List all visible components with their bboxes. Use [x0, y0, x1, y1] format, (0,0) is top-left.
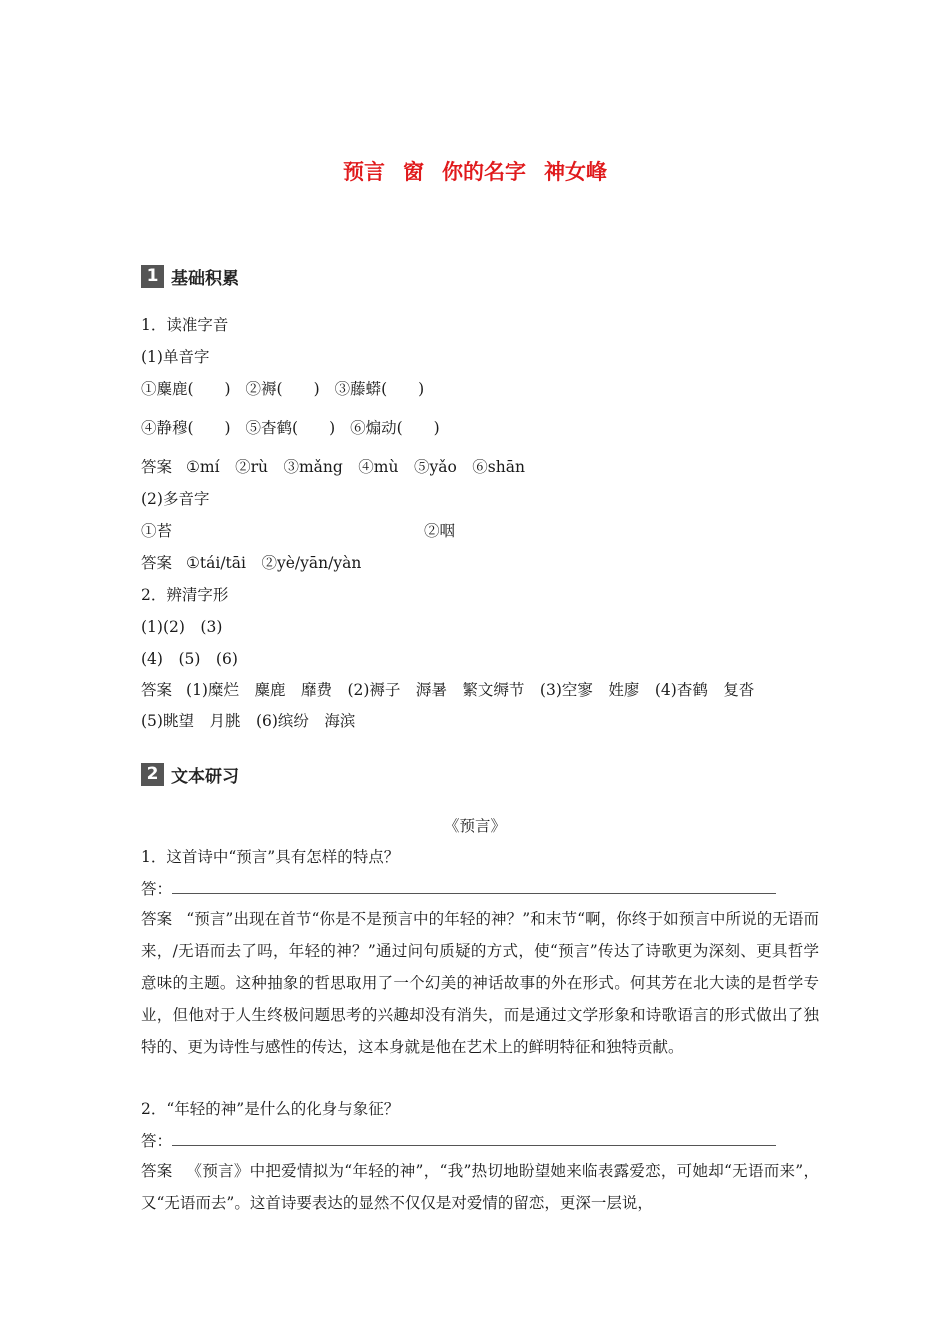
answer-line — [141, 679, 754, 701]
section-label: 基础积累 — [171, 268, 239, 289]
question-title: 1．这首诗中“预言”具有怎样的特点？ — [141, 848, 400, 866]
section-label: 文本研习 — [171, 766, 239, 787]
answer-key: 答案 — [141, 910, 173, 928]
pinyin-item: ③藤蟒( ) — [334, 380, 425, 398]
answer-key: 答案 — [141, 681, 173, 699]
question-title: 2．“年轻的神”是什么的化身与象征？ — [141, 1100, 400, 1118]
answer-text: “预言”出现在首节“你是不是预言中的年轻的神？”和末节“啊，你终于如预言中所说的无语而来，/无语而去了吗，年轻的神？”通过问句质疑的方式，使“预言”传达了诗歌更为深刻、更具哲学意味的主题。这种抽象的哲思取用了一个幻美的神话故事的外在形式。何其芳在北大读的是哲学专业，但他对于人生终极问题思考的兴趣却没有消失，而是通过文学形象和诗歌语言的形式做出了独特的、更为诗性与感性的传达，这本身就是他在艺术上的鲜明特征和独特贡献。 — [141, 910, 819, 1056]
answer-blank-line — [172, 1129, 776, 1146]
pinyin-item: ⑥煽动( ) — [350, 419, 440, 437]
multi-item-b: ②咽 — [424, 522, 456, 540]
answer-paragraph — [141, 1155, 819, 1219]
answer-blank-row — [141, 1129, 776, 1152]
glyph-row: (4) (5) (6) — [141, 650, 238, 668]
multi-reading-row — [141, 520, 172, 542]
multi-item: ①苔 — [141, 522, 173, 540]
pinyin-row — [141, 378, 424, 400]
answer-prompt: 答： — [141, 1132, 173, 1150]
answer-text: 《预言》中把爱情拟为“年轻的神”，“我”热切地盼望她来临表露爱恋，可她却“无语而来”，又“无语而去”。这首诗要表达的显然不仅仅是对爱情的留恋，更深一层说， — [141, 1162, 819, 1212]
pinyin-item: ⑤杳鹤( ) — [245, 419, 336, 437]
title-part: 窗 — [403, 160, 424, 184]
answer-blank-row — [141, 877, 776, 900]
answer-key: 答案 — [141, 1162, 173, 1180]
pinyin-item: ①麋鹿( ) — [141, 380, 231, 398]
answer-line — [141, 552, 361, 574]
title-part: 预言 — [343, 160, 385, 184]
section-heading-basics — [141, 264, 239, 288]
page-title — [0, 156, 950, 186]
question-title: 1．读准字音 — [141, 316, 229, 334]
answer-blank-line — [172, 877, 776, 894]
pinyin-item: ②褥( ) — [245, 380, 320, 398]
answer-text: ①tái/tāi ②yè/yān/yàn — [186, 554, 362, 572]
section-number-badge: 1 — [141, 265, 164, 288]
answer-text: ①mí ②rù ③mǎng ④mù ⑤yǎo ⑥shān — [186, 458, 525, 476]
answer-prompt: 答： — [141, 880, 173, 898]
answer-continuation: (5)眺望 月朓 (6)缤纷 海滨 — [141, 712, 356, 730]
glyph-row: (1)(2) (3) — [141, 618, 223, 636]
poem-title: 《预言》 — [443, 817, 506, 835]
answer-paragraph — [141, 903, 819, 1063]
section-heading-text-study — [141, 762, 239, 786]
pinyin-item: ④静穆( ) — [141, 419, 231, 437]
title-part: 神女峰 — [544, 160, 607, 184]
answer-key: 答案 — [141, 554, 173, 572]
title-part: 你的名字 — [442, 160, 526, 184]
answer-key: 答案 — [141, 458, 173, 476]
subsection-title: (2)多音字 — [141, 490, 210, 508]
question-title: 2．辨清字形 — [141, 586, 229, 604]
section-number-badge: 2 — [141, 763, 164, 786]
subsection-title: (1)单音字 — [141, 348, 210, 366]
answer-text: (1)糜烂 麋鹿 靡费 (2)褥子 溽暑 繁文缛节 (3)空寥 姓廖 (4)杳鹤 复沓 — [186, 681, 755, 699]
pinyin-row — [141, 417, 440, 439]
answer-line — [141, 456, 525, 478]
